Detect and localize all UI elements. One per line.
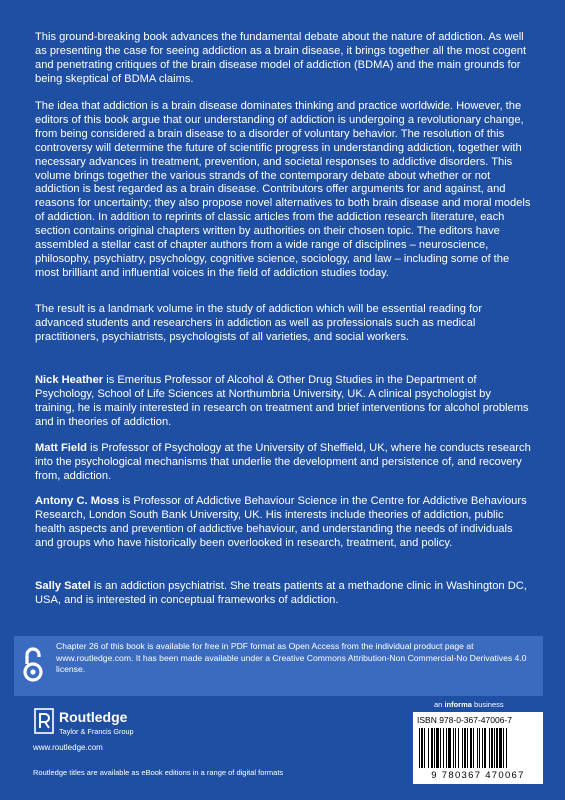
description-paragraph-2: The idea that addiction is a brain disease dominates thinking and practice worldwide. However, the editors of this book argue that our understanding of addiction is undergoing a revolutionary change, from being considered a brain disease to a disorder of voluntary behavior. The resolution of this controversy will determine the future of scientific progress in understanding addiction, together with necessary advances in treatment, prevention, and societal responses to addictive disorders. This volume brings together the various strands of the contemporary debate about whether or not addiction is best regarded as a brain disease. Contributors offer arguments for and against, and reasons for uncertainty; they also propose novel alternatives to both brain disease and moral models of addiction. In addition to reprints of classic articles from the addiction research literature, each section contains original chapters written by authorities on their chosen topic. The editors have assembled a stellar cast of chapter authors from a wide range of disciplines – neuroscience, philosophy, psychiatry, psychology, cognitive science, sociology, and law – including some of the most brilliant and influential voices in the field of addiction studies today. xyxy=(35,100,531,279)
author-name: Nick Heather xyxy=(35,374,104,386)
ebook-notice: Routledge titles are available as eBook editions in a range of digital formats xyxy=(33,768,284,777)
barcode-stripe xyxy=(421,728,423,768)
barcode-stripe xyxy=(464,728,466,768)
open-access-notice xyxy=(14,636,543,696)
barcode-stripe xyxy=(473,728,474,768)
description-paragraph-3: The result is a landmark volume in the study of addiction which will be essential reading for advanced students and researchers in addiction as well as professionals such as medical practitioners, psychiatrists, psychologists of all varieties, and social workers. xyxy=(35,303,483,343)
informa-prefix: an xyxy=(434,700,445,709)
barcode-stripe xyxy=(482,728,483,768)
informa-brand: informa xyxy=(444,700,472,709)
barcode-stripe xyxy=(431,728,433,768)
barcode-stripe xyxy=(470,728,472,768)
barcode-stripe xyxy=(477,728,478,768)
barcode-stripe xyxy=(479,728,480,768)
barcode-stripe xyxy=(440,728,441,768)
open-access-text: Chapter 26 of this book is available for free in PDF format as Open Access from the individual product page at www.routledge.com. It has been made available under a Creative Commons Attribution-Non Commercial-No Derivatives 4.0 license. xyxy=(56,641,527,675)
barcode-stripe xyxy=(424,728,425,768)
barcode-stripe xyxy=(462,728,463,768)
barcode-stripe xyxy=(448,728,451,768)
barcode-number: 9 780367 470067 xyxy=(431,770,525,781)
barcode-stripe xyxy=(506,728,507,768)
author-bio-text: is Emeritus Professor of Alcohol & Other Drug Studies in the Department of Psychology, School of Life Sciences at Northumbria University, UK. A clinical psychologist by training, he is mainly interested in research on treatment and brief interventions for alcohol problems and in theories of addiction. xyxy=(35,374,529,428)
barcode-stripe xyxy=(453,728,454,768)
barcode-stripe xyxy=(489,728,490,768)
informa-suffix: business xyxy=(471,700,504,709)
barcode-stripe xyxy=(443,728,444,768)
barcode-stripe xyxy=(467,728,468,768)
author-name: Sally Satel xyxy=(35,580,91,592)
barcode-stripe xyxy=(436,728,439,768)
barcode-stripe xyxy=(428,728,429,768)
author-name: Antony C. Moss xyxy=(35,495,120,507)
author-bio-satel xyxy=(35,580,533,608)
barcode-stripe xyxy=(484,728,486,768)
open-access-icon xyxy=(22,644,44,684)
barcode-stripe xyxy=(458,728,459,768)
publisher-group: Taylor & Francis Group xyxy=(59,727,134,736)
barcode-bars xyxy=(419,728,537,768)
author-bio-text: is Professor of Addictive Behaviour Science in the Centre for Addictive Behaviours Research, London South Bank University, UK. His interests include theories of addiction, public health aspects and prevention of addictive behaviour, and understanding the needs of individuals and groups who have historically been overlooked in research, treatment, and policy. xyxy=(35,495,527,549)
isbn-barcode xyxy=(413,712,543,784)
author-bio-heather xyxy=(35,374,533,430)
barcode-stripe xyxy=(455,728,456,768)
routledge-logo-icon xyxy=(34,708,54,734)
isbn-label: ISBN 978-0-367-47006-7 xyxy=(417,715,512,725)
author-bio-field xyxy=(35,442,533,484)
informa-tagline xyxy=(434,700,504,709)
barcode-stripe xyxy=(446,728,447,768)
author-bio-text: is an addiction psychiatrist. She treats patients at a methadone clinic in Washington DC, USA, and is interested in conceptual frameworks of addiction. xyxy=(35,580,527,606)
barcode-stripe xyxy=(503,728,504,768)
description-paragraph-1: This ground-breaking book advances the fundamental debate about the nature of addiction. As well as presenting the case for seeing addiction as a brain disease, it brings together all the most cogent and penetrating critiques of the brain disease model of addiction (BDMA) and the main grounds for being skeptical of BDMA claims. xyxy=(35,31,527,85)
author-name: Matt Field xyxy=(35,442,87,454)
barcode-stripe xyxy=(434,728,435,768)
publisher-name: Routledge xyxy=(59,709,128,725)
author-bio-text: is Professor of Psychology at the University of Sheffield, UK, where he conducts research into the psychological mechanisms that underlie the development and persistence of, and recovery from, addiction. xyxy=(35,442,531,482)
barcode-stripe xyxy=(499,728,502,768)
barcode-stripe xyxy=(496,728,498,768)
barcode-stripe xyxy=(491,728,493,768)
author-bio-moss xyxy=(35,495,533,551)
barcode-stripe xyxy=(419,728,420,768)
publisher-website: www.routledge.com xyxy=(33,743,103,752)
barcode-stripe xyxy=(494,728,495,768)
